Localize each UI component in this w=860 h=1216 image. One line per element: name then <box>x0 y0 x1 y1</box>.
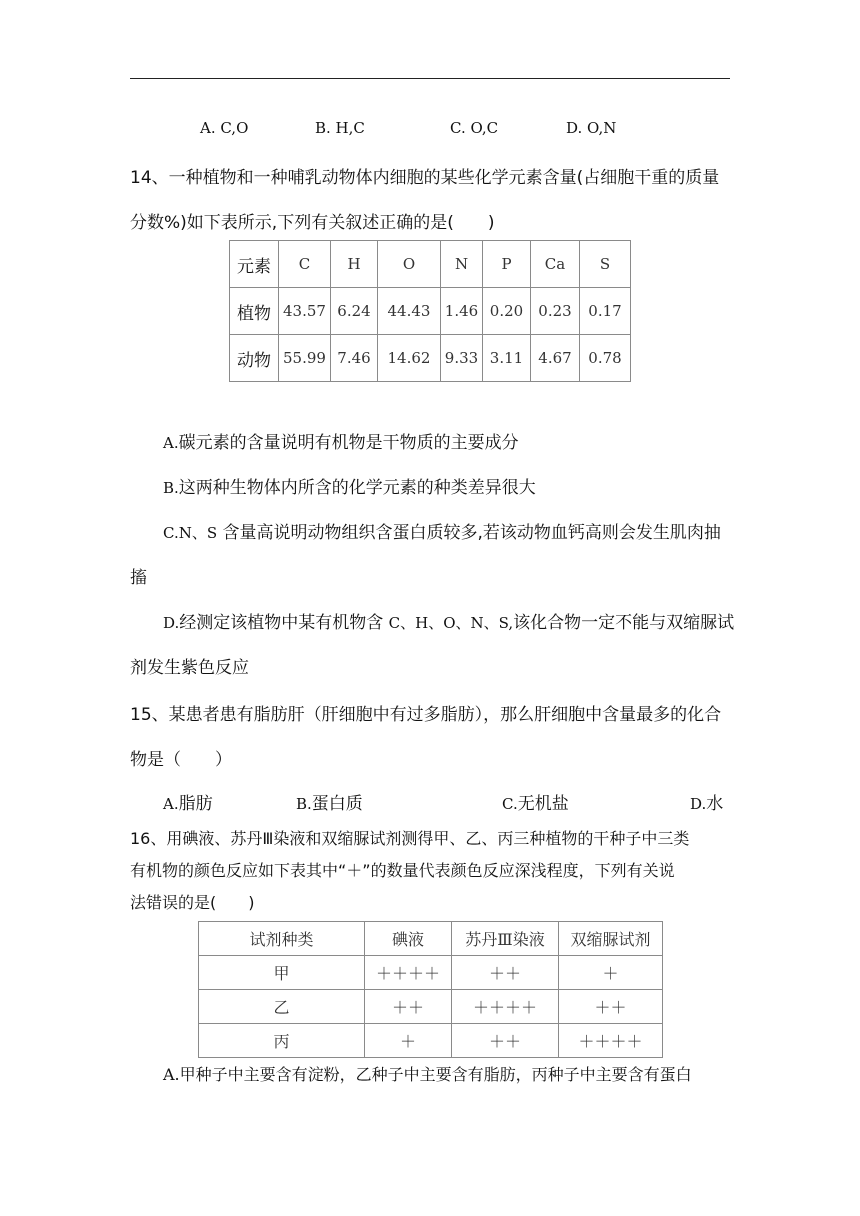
q14-option-c <box>163 518 721 543</box>
table-cell: ＋＋ <box>559 990 663 1024</box>
table-header-cell: O <box>378 241 441 288</box>
table-row <box>199 956 663 990</box>
table-cell: 植物 <box>230 288 279 335</box>
option-letter: B. <box>296 795 312 813</box>
table-header-cell: P <box>483 241 531 288</box>
table-row <box>230 335 631 382</box>
option-letter: D. <box>690 795 707 813</box>
table-header-cell: H <box>331 241 378 288</box>
table-cell: ＋＋＋＋ <box>559 1024 663 1058</box>
q14-stem-line1: 14、一种植物和一种哺乳动物体内细胞的某些化学元素含量(占细胞干重的质量 <box>130 168 720 188</box>
option-text: 碳元素的含量说明有机物是干物质的主要成分 <box>178 433 519 453</box>
option-text: 水 <box>706 794 724 814</box>
option-elements: C、H、O、N、S, <box>388 614 514 632</box>
table-cell: 1.46 <box>441 288 483 335</box>
table-cell: 9.33 <box>441 335 483 382</box>
table-cell: 动物 <box>230 335 279 382</box>
table-cell: 7.46 <box>331 335 378 382</box>
option-text: 这两种生物体内所含的化学元素的种类差异很大 <box>178 478 536 498</box>
table-cell: 乙 <box>199 990 365 1024</box>
table-header-cell: N <box>441 241 483 288</box>
table-row <box>199 990 663 1024</box>
q16-stem-line3: 法错误的是( ) <box>130 893 255 912</box>
table-cell: 14.62 <box>378 335 441 382</box>
q15-stem-line1: 15、某患者患有脂肪肝（肝细胞中有过多脂肪），那么肝细胞中含量最多的化合 <box>130 705 722 725</box>
table-cell: ＋ <box>365 1024 452 1058</box>
q14-option-c-cont: 搐 <box>130 568 147 588</box>
table-cell: ＋＋ <box>365 990 452 1024</box>
table-header-row <box>230 241 631 288</box>
option-letter: B. <box>163 479 179 497</box>
option-text: 经测定该植物中某有机物含 <box>179 613 389 633</box>
table-cell: 0.20 <box>483 288 531 335</box>
q16-stem-line1: 16、用碘液、苏丹Ⅲ染液和双缩脲试剂测得甲、乙、丙三种植物的干种子中三类 <box>130 829 690 848</box>
q15-option-a <box>163 789 213 814</box>
q16-stem-line2: 有机物的颜色反应如下表其中“＋”的数量代表颜色反应深浅程度，下列有关说 <box>130 861 675 880</box>
table-header-row <box>199 922 663 956</box>
table-cell: 44.43 <box>378 288 441 335</box>
table-cell: 4.67 <box>531 335 580 382</box>
table-cell: ＋＋＋＋ <box>365 956 452 990</box>
q14-option-d <box>163 608 734 633</box>
q14-option-a <box>163 428 519 453</box>
q13-option-b: B. H,C <box>315 119 365 137</box>
table-header-cell: 苏丹Ⅲ染液 <box>452 922 559 956</box>
table-header-cell: 试剂种类 <box>199 922 365 956</box>
table-cell: 3.11 <box>483 335 531 382</box>
option-text: 脂肪 <box>178 794 213 814</box>
table-header-cell: S <box>580 241 631 288</box>
option-letter: C. <box>502 795 518 813</box>
table-cell: 0.78 <box>580 335 631 382</box>
table-cell: ＋ <box>559 956 663 990</box>
q14-element-table <box>229 240 631 382</box>
table-row <box>199 1024 663 1058</box>
q14-option-b <box>163 473 536 498</box>
q15-option-b <box>296 789 363 814</box>
option-text: 无机盐 <box>517 794 569 814</box>
option-text: 蛋白质 <box>311 794 363 814</box>
table-cell: 43.57 <box>279 288 331 335</box>
table-cell: 55.99 <box>279 335 331 382</box>
option-letter: C.N、S <box>163 524 218 542</box>
option-letter: D. <box>163 614 180 632</box>
option-letter: A. <box>163 434 179 452</box>
table-cell: ＋＋ <box>452 956 559 990</box>
q13-option-c: C. O,C <box>450 119 499 137</box>
table-cell: 丙 <box>199 1024 365 1058</box>
q15-option-c <box>502 789 569 814</box>
table-cell: 甲 <box>199 956 365 990</box>
option-letter: A. <box>163 795 179 813</box>
option-text: 该化合物一定不能与双缩脲试 <box>513 613 735 633</box>
q15-stem-line2: 物是（ ） <box>130 750 232 770</box>
table-cell: 6.24 <box>331 288 378 335</box>
q16-reagent-table <box>198 921 663 1058</box>
table-cell: ＋＋ <box>452 1024 559 1058</box>
table-header-cell: 双缩脲试剂 <box>559 922 663 956</box>
q14-option-d-cont: 剂发生紫色反应 <box>130 658 249 678</box>
table-header-cell: 元素 <box>230 241 279 288</box>
table-header-cell: 碘液 <box>365 922 452 956</box>
q13-option-a: A. C,O <box>200 119 249 137</box>
header-rule <box>130 78 730 79</box>
q14-stem-line2: 分数%)如下表所示,下列有关叙述正确的是( ) <box>130 213 495 233</box>
table-header-cell: Ca <box>531 241 580 288</box>
table-cell: 0.17 <box>580 288 631 335</box>
table-cell: 0.23 <box>531 288 580 335</box>
option-text: 含量高说明动物组织含蛋白质较多,若该动物血钙高则会发生肌肉抽 <box>217 523 721 543</box>
q16-option-a: A.甲种子中主要含有淀粉，乙种子中主要含有脂肪，丙种子中主要含有蛋白 <box>163 1065 692 1084</box>
table-row <box>230 288 631 335</box>
table-cell: ＋＋＋＋ <box>452 990 559 1024</box>
q13-option-d: D. O,N <box>566 119 617 137</box>
table-header-cell: C <box>279 241 331 288</box>
q15-option-d <box>690 789 723 814</box>
